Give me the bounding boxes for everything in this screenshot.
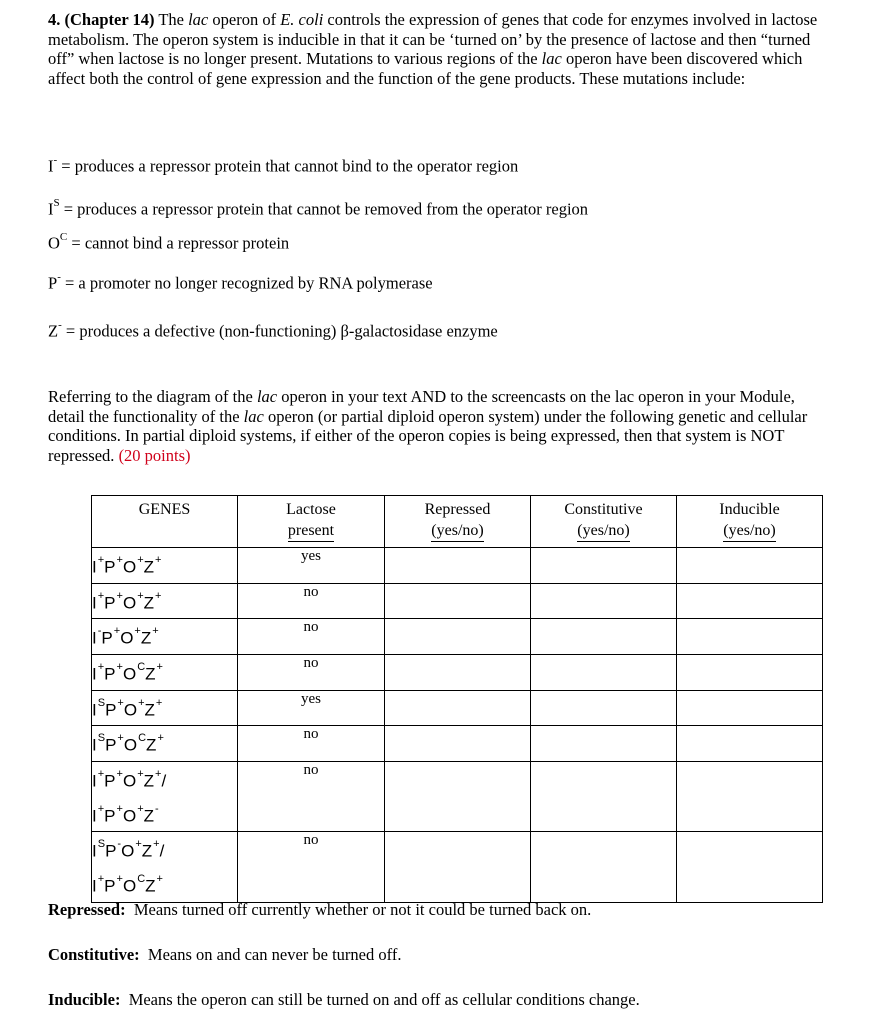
constitutive-answer-cell[interactable]	[531, 832, 677, 902]
table-row	[92, 654, 823, 690]
instructions-paragraph	[48, 387, 828, 465]
mutation-item	[48, 273, 433, 294]
genotype-cell	[92, 619, 238, 655]
constitutive-answer-cell[interactable]	[531, 726, 677, 762]
lactose-cell: no	[238, 726, 385, 762]
genotype-cell	[92, 654, 238, 690]
lactose-cell: yes	[238, 548, 385, 584]
inducible-answer-cell[interactable]	[677, 832, 823, 902]
mutation-symbol: P-	[48, 271, 61, 293]
definition-inducible	[48, 990, 640, 1010]
definition-constitutive	[48, 945, 401, 965]
question-text-italic: lac	[541, 49, 562, 69]
repressed-answer-cell[interactable]	[385, 548, 531, 584]
question-paragraph	[48, 10, 828, 88]
definition-term: Repressed:	[48, 900, 126, 919]
question-text: operon of	[208, 10, 281, 29]
repressed-answer-cell[interactable]	[385, 690, 531, 726]
constitutive-answer-cell[interactable]	[531, 583, 677, 619]
definition-text: Means on and can never be turned off.	[147, 945, 402, 964]
repressed-answer-cell[interactable]	[385, 761, 531, 831]
repressed-answer-cell[interactable]	[385, 832, 531, 902]
inducible-answer-cell[interactable]	[677, 583, 823, 619]
intro-text-italic: lac	[243, 406, 264, 426]
genotype-table	[91, 495, 823, 903]
mutation-description: = a promoter no longer recognized by RNA polymerase	[64, 273, 433, 293]
lactose-cell: no	[238, 583, 385, 619]
mutation-description: = cannot bind a repressor protein	[71, 233, 290, 253]
question-text-italic: lac	[188, 10, 209, 29]
table-row	[92, 583, 823, 619]
table-row	[92, 832, 823, 902]
definition-term: Constitutive:	[48, 945, 140, 964]
genotype-line: I+P+O+Z+	[92, 589, 162, 613]
table-row	[92, 619, 823, 655]
mutation-symbol: Z-	[48, 319, 62, 341]
definition-term: Inducible:	[48, 990, 121, 1009]
lactose-cell: no	[238, 832, 385, 902]
genotype-line: $I^SP^-O^+Z^+/$	[92, 838, 166, 861]
mutation-item	[48, 233, 289, 254]
mutation-symbol: $O^C$	[48, 231, 68, 253]
question-text: operon have been discovered which affect both the control of gene expression and the function of the gene products. These mutations include:	[48, 49, 803, 88]
mutation-item	[48, 199, 588, 220]
genotype-cell	[92, 583, 238, 619]
mutation-description: = produces a repressor protein that cannot be removed from the operator region	[63, 199, 589, 219]
genotype-cell	[92, 690, 238, 726]
repressed-answer-cell[interactable]	[385, 619, 531, 655]
inducible-answer-cell[interactable]	[677, 548, 823, 584]
genotype-cell	[92, 761, 238, 831]
header-lactose: Lactose present	[238, 496, 385, 548]
header-constitutive: Constitutive (yes/no)	[531, 496, 677, 548]
repressed-answer-cell[interactable]	[385, 726, 531, 762]
repressed-answer-cell[interactable]	[385, 583, 531, 619]
lactose-cell: no	[238, 761, 385, 831]
header-inducible: Inducible (yes/no)	[677, 496, 823, 548]
definition-repressed	[48, 900, 591, 920]
mutation-item	[48, 321, 498, 342]
repressed-answer-cell[interactable]	[385, 654, 531, 690]
table-row	[92, 548, 823, 584]
constitutive-answer-cell[interactable]	[531, 761, 677, 831]
intro-text: operon in your text AND to the screencasts on the lac operon in your Module, detail the functionality of the	[48, 387, 795, 426]
genotype-line: I+P+O+Z-	[92, 802, 159, 826]
table-header-row	[92, 496, 823, 548]
question-text-italic: E. coli	[280, 10, 324, 29]
inducible-answer-cell[interactable]	[677, 654, 823, 690]
question-text: The	[158, 10, 189, 29]
table-row	[92, 726, 823, 762]
genotype-line: $I^SP^+O^+Z^+$	[92, 696, 163, 720]
constitutive-answer-cell[interactable]	[531, 654, 677, 690]
genotype-cell	[92, 548, 238, 584]
genotype-line: $I^+P^+O^CZ^+$	[92, 660, 163, 684]
table-row	[92, 761, 823, 831]
lactose-cell: no	[238, 619, 385, 655]
genotype-cell	[92, 726, 238, 762]
constitutive-answer-cell[interactable]	[531, 619, 677, 655]
header-repressed: Repressed (yes/no)	[385, 496, 531, 548]
constitutive-answer-cell[interactable]	[531, 548, 677, 584]
constitutive-answer-cell[interactable]	[531, 690, 677, 726]
question-chapter: (Chapter 14)	[64, 10, 155, 29]
mutation-description: = produces a defective (non-functioning) β-galactosidase enzyme	[65, 321, 498, 341]
inducible-answer-cell[interactable]	[677, 690, 823, 726]
lactose-cell: no	[238, 654, 385, 690]
genotype-line: I+P+O+Z+/	[92, 767, 168, 791]
inducible-answer-cell[interactable]	[677, 619, 823, 655]
genotype-line: $I^+P^+O^CZ^+$	[92, 872, 163, 896]
header-genes: GENES	[92, 496, 238, 548]
genotype-cell	[92, 832, 238, 902]
lactose-cell: yes	[238, 690, 385, 726]
genotype-line: I-P+O+Z+	[92, 625, 159, 648]
intro-text-italic: lac	[256, 387, 278, 406]
genotype-line: $I^SP^+O^CZ^+$	[92, 732, 164, 755]
definition-text: Means turned off currently whether or not it could be turned back on.	[133, 900, 592, 919]
question-number: 4.	[48, 10, 61, 29]
definition-text: Means the operon can still be turned on and off as cellular conditions change.	[128, 990, 640, 1009]
table-row	[92, 690, 823, 726]
inducible-answer-cell[interactable]	[677, 726, 823, 762]
inducible-answer-cell[interactable]	[677, 761, 823, 831]
question-text: controls the expression of genes that code for enzymes involved in lactose metabolism. The operon system is inducible in that it can be ‘turned on’ by the presence of lactose and then “turned off” when lactose is no longer present. Mutations to various regions of the	[48, 10, 818, 69]
genotype-line: I+P+O+Z+	[92, 554, 162, 577]
points-label: (20 points)	[118, 445, 191, 465]
mutation-symbol: $I^S$	[48, 197, 60, 219]
mutation-item	[48, 156, 518, 177]
mutation-description: = produces a repressor protein that cannot bind to the operator region	[61, 156, 519, 176]
intro-text: operon (or partial diploid operon system) under the following genetic and cellular conditions. In partial diploid systems, if either of the operon copies is being expressed, then that system is NOT repressed.	[48, 406, 808, 465]
intro-text: Referring to the diagram of the	[48, 387, 257, 406]
mutation-symbol: I-	[48, 154, 58, 176]
